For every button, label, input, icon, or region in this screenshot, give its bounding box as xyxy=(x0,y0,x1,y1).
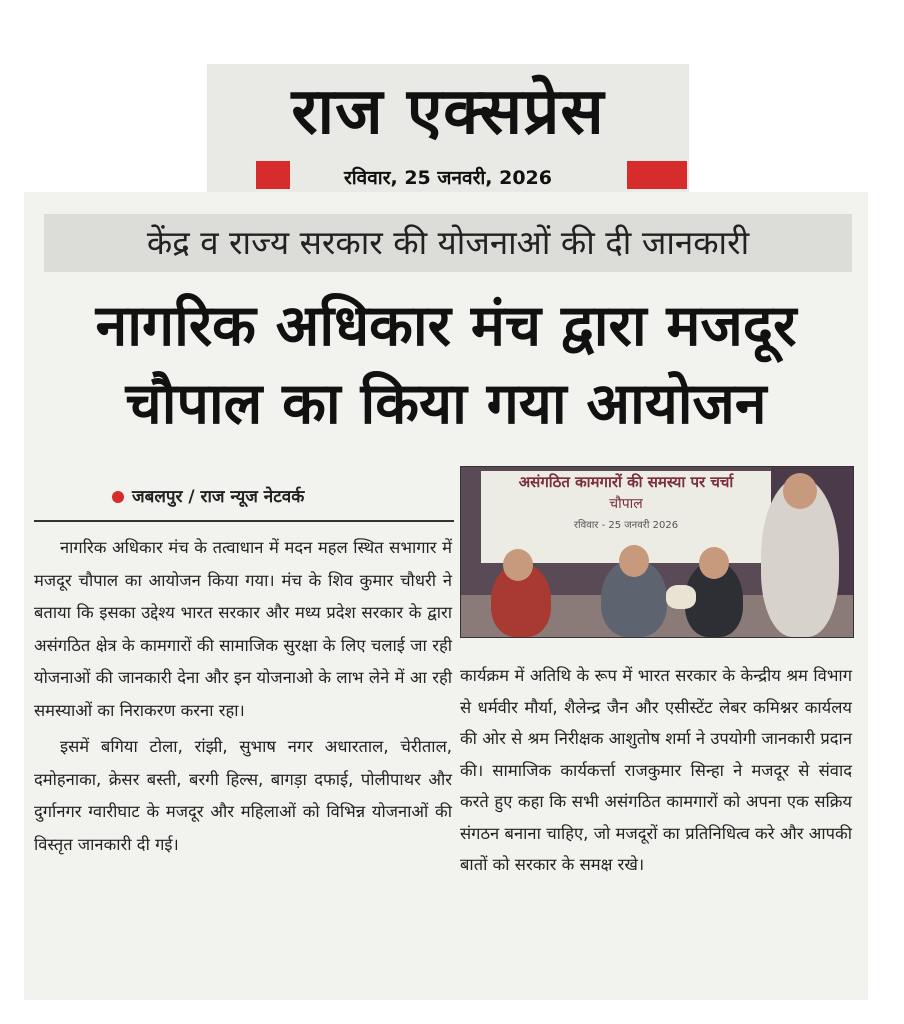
event-photo xyxy=(460,466,854,638)
seated-person-1-head xyxy=(503,549,533,581)
paragraph-3: कार्यक्रम में अतिथि के रूप में भारत सरकार के केन्द्रीय श्रम विभाग से धर्मवीर मौर्या, शैलेन्द्र जैन और एसीस्टेंट लेबर कमिश्नर कार्यलय की ओर से श्रम निरीक्षक आशुतोष शर्मा ने उपयोगी जानकारी प्रदान की। सामाजिक कार्यकर्त्ता राजकुमार सिन्हा ने मजदूर से संवाद करते हुए कहा कि सभी असंगठित कामगारों को अपना एक सक्रिय संगठन बनाना चाहिए, जो मजदूरों का प्रतिनिधित्व करे और आपकी बातों को सरकार के समक्ष रखे। xyxy=(460,666,852,874)
bullet-dot-icon xyxy=(112,491,124,503)
banner-line-1: असंगठित कामगारों की समस्या पर चर्चा xyxy=(518,473,734,491)
newspaper-title: राज एक्सप्रेस xyxy=(291,75,605,149)
speaker-head xyxy=(783,473,817,509)
headline-line-1: नागरिक अधिकार मंच द्वारा मजदूर xyxy=(95,293,797,359)
paragraph-1: नागरिक अधिकार मंच के तत्वाधान में मदन महल स्थित सभागार में मजदूर चौपाल का आयोजन किया गया। मंच के शिव कुमार चौधरी ने बताया कि इसका उद्देश्य भारत सरकार और मध्य प्रदेश सरकार के द्वारा असंगठित क्षेत्र के कामगारों की सामाजिक सुरक्षा के लिए चलाई जा रही योजनाओं की जानकारी देना और इन योजनाओ के लाभ लेने में आ रही समस्याओं का निराकरण करना रहा। xyxy=(34,538,452,720)
paragraph-2: इसमें बगिया टोला, रांझी, सुभाष नगर अधारताल, चेरीताल, दमोहनाका, क्रेसर बस्ती, बरगी हिल्स, बागड़ा दफाई, पोलीपाथर और दुर्गानगर ग्वारीघाट के मजदूर और महिलाओं को विभिन्न योजनाओं की विस्तृत जानकारी दी गई। xyxy=(34,737,452,854)
headline-line-2: चौपाल का किया गया आयोजन xyxy=(125,371,767,437)
issue-date: रविवार, 25 जनवरी, 2026 xyxy=(343,167,552,189)
article-kicker: केंद्र व राज्य सरकार की योजनाओं की दी जानकारी xyxy=(44,214,852,272)
flower-bouquet xyxy=(666,585,696,609)
dateline-text: जबलपुर / राज न्यूज नेटवर्क xyxy=(132,487,305,507)
article-column-left xyxy=(34,532,452,861)
article-column-right xyxy=(460,660,852,881)
banner-line-3: रविवार - 25 जनवरी 2026 xyxy=(573,520,679,531)
article-headline xyxy=(30,287,862,443)
seated-person-3-head xyxy=(699,547,729,579)
banner-line-2: चौपाल xyxy=(609,496,643,512)
dateline xyxy=(112,484,304,507)
column-divider xyxy=(34,520,454,522)
seated-person-2-head xyxy=(619,545,649,577)
masthead xyxy=(207,64,689,192)
